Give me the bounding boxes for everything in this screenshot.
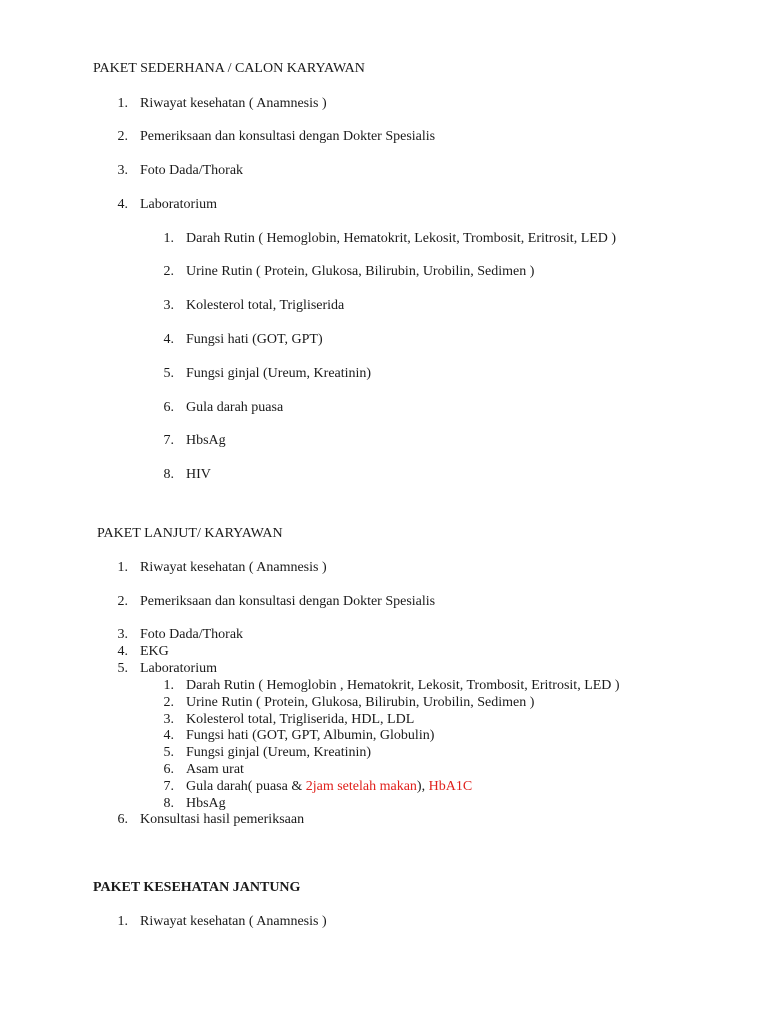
s2-sub-3-text: Kolesterol total, Trigliserida, HDL, LDL xyxy=(186,712,415,727)
s2-sub-5-text: Fungsi ginjal (Ureum, Kreatinin) xyxy=(186,745,372,760)
s1-item-3-text: Foto Dada/Thorak xyxy=(140,163,244,178)
s2-sub-7-text xyxy=(186,778,472,795)
s1-sub-4-text: Fungsi hati (GOT, GPT) xyxy=(186,332,323,347)
s2-sub-2-text: Urine Rutin ( Protein, Glukosa, Bilirubin, Urobilin, Sedimen ) xyxy=(186,695,535,710)
s2-item-6-number: 6. xyxy=(117,812,128,827)
s1-sub-6-text: Gula darah puasa xyxy=(186,400,284,415)
s2-item-5-number: 5. xyxy=(117,661,128,676)
s2-sub-4-text: Fungsi hati (GOT, GPT, Albumin, Globulin) xyxy=(186,728,435,743)
s2-item-6-text: Konsultasi hasil pemeriksaan xyxy=(140,812,305,827)
s1-sub-7-number: 7. xyxy=(163,433,174,448)
s1-sub-2-text: Urine Rutin ( Protein, Glukosa, Bilirubin, Urobilin, Sedimen ) xyxy=(186,264,535,279)
s2-item-3-text: Foto Dada/Thorak xyxy=(140,627,244,642)
s2-item-1-number: 1. xyxy=(117,560,128,575)
s2-sub-8-number: 8. xyxy=(163,796,174,811)
s2-sub-1-number: 1. xyxy=(163,678,174,693)
s2-sub-2-number: 2. xyxy=(163,695,174,710)
s2-sub-4-number: 4. xyxy=(163,728,174,743)
s1-sub-7-text: HbsAg xyxy=(186,433,226,448)
s2-sub-6-text: Asam urat xyxy=(186,762,244,777)
s3-item-1-text: Riwayat kesehatan ( Anamnesis ) xyxy=(140,914,327,929)
section-1-heading: PAKET SEDERHANA / CALON KARYAWAN xyxy=(93,61,365,76)
s2-item-4-number: 4. xyxy=(117,644,128,659)
s2-sub-3-number: 3. xyxy=(163,712,174,727)
s2-sub-7-text-b: ), xyxy=(416,779,429,794)
s2-item-1-text: Riwayat kesehatan ( Anamnesis ) xyxy=(140,560,327,575)
s1-item-1-number: 1. xyxy=(117,96,128,111)
s1-sub-2-number: 2. xyxy=(163,264,174,279)
s2-sub-7-number: 7. xyxy=(163,779,174,794)
s2-sub-1-text: Darah Rutin ( Hemoglobin , Hematokrit, Lekosit, Trombosit, Eritrosit, LED ) xyxy=(186,678,620,693)
s2-item-5-text: Laboratorium xyxy=(140,661,217,676)
s1-item-1-text: Riwayat kesehatan ( Anamnesis ) xyxy=(140,96,327,111)
s3-item-1-number: 1. xyxy=(117,914,128,929)
s1-item-3-number: 3. xyxy=(117,163,128,178)
s2-item-4-text: EKG xyxy=(140,644,169,659)
section-3-heading: PAKET KESEHATAN JANTUNG xyxy=(93,880,301,895)
s1-sub-1-text: Darah Rutin ( Hemoglobin, Hematokrit, Lekosit, Trombosit, Eritrosit, LED ) xyxy=(186,231,617,246)
s2-item-3-number: 3. xyxy=(117,627,128,642)
s1-sub-8-number: 8. xyxy=(163,467,174,482)
s1-sub-1-number: 1. xyxy=(163,231,174,246)
s2-item-2-number: 2. xyxy=(117,594,128,609)
s1-sub-5-text: Fungsi ginjal (Ureum, Kreatinin) xyxy=(186,366,372,381)
s1-sub-4-number: 4. xyxy=(163,332,174,347)
s1-item-2-text: Pemeriksaan dan konsultasi dengan Dokter Spesialis xyxy=(140,129,436,144)
section-2-heading: PAKET LANJUT/ KARYAWAN xyxy=(97,526,283,541)
s1-sub-5-number: 5. xyxy=(163,366,174,381)
s2-item-2-text: Pemeriksaan dan konsultasi dengan Dokter Spesialis xyxy=(140,594,436,609)
s1-sub-3-number: 3. xyxy=(163,298,174,313)
s1-item-4-number: 4. xyxy=(117,197,128,212)
s2-sub-7-text-a: Gula darah( puasa & xyxy=(186,779,306,794)
s2-sub-6-number: 6. xyxy=(163,762,174,777)
s1-item-4-text: Laboratorium xyxy=(140,197,217,212)
s2-sub-8-text: HbsAg xyxy=(186,796,226,811)
s2-sub-7-highlight-2: HbA1C xyxy=(428,779,473,794)
s1-sub-8-text: HIV xyxy=(186,467,211,482)
s1-item-2-number: 2. xyxy=(117,129,128,144)
s2-sub-5-number: 5. xyxy=(163,745,174,760)
s1-sub-3-text: Kolesterol total, Trigliserida xyxy=(186,298,345,313)
s2-sub-7-highlight-1: 2jam setelah makan xyxy=(305,779,417,794)
s1-sub-6-number: 6. xyxy=(163,400,174,415)
